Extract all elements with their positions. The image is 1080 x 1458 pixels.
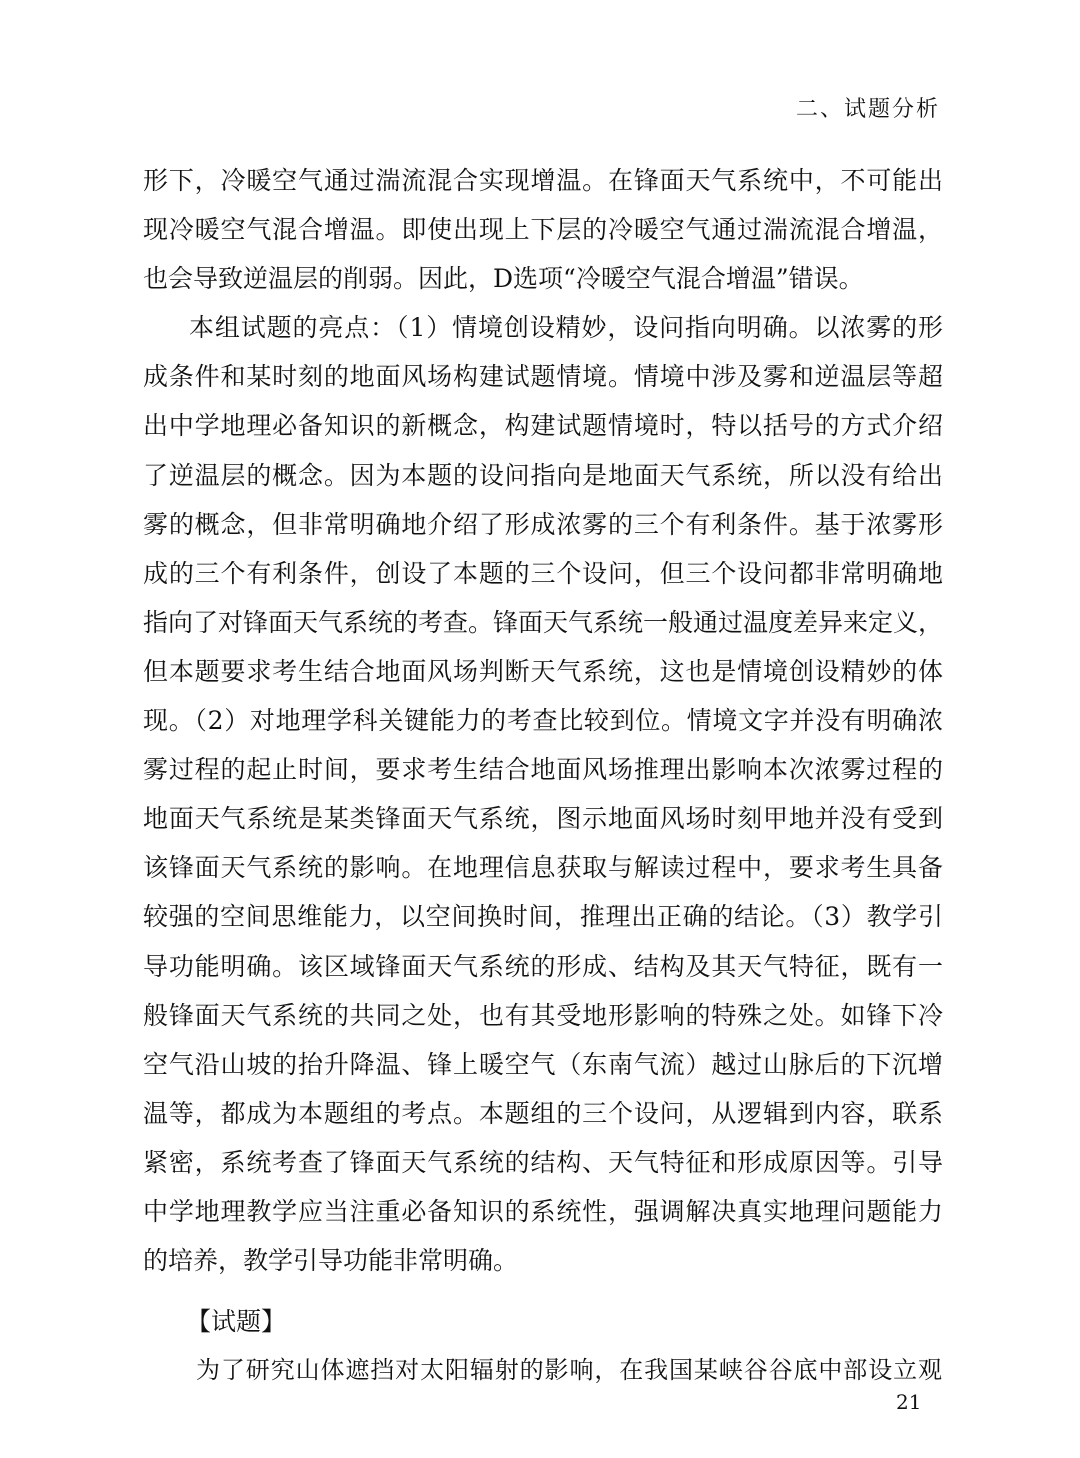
text-line: 成条件和某时刻的地面风场构建试题情境。情境中涉及雾和逆温层等超 [143, 362, 943, 392]
text-line: 雾过程的起止时间，要求考生结合地面风场推理出影响本次浓雾过程的 [143, 755, 943, 785]
text-line: 指向了对锋面天气系统的考查。锋面天气系统一般通过温度差异来定义， [143, 607, 944, 637]
page-number: 21 [896, 1390, 922, 1414]
text-line: 也会导致逆温层的削弱。因此，D选项“冷暖空气混合增温”错误。 [143, 264, 864, 294]
text-line: 现。（2）对地理学科关键能力的考查比较到位。情境文字并没有明确浓 [143, 706, 943, 736]
text-line: 的培养，教学引导功能非常明确。 [143, 1246, 519, 1276]
text-line: 该锋面天气系统的影响。在地理信息获取与解读过程中，要求考生具备 [143, 853, 943, 883]
text-line: 中学地理教学应当注重必备知识的系统性，强调解决真实地理问题能力 [143, 1196, 943, 1226]
text-line: 出中学地理必备知识的新概念，构建试题情境时，特以括号的方式介绍 [143, 411, 943, 441]
paragraph-continuation [143, 156, 943, 303]
paragraph-highlights [143, 303, 943, 1285]
text-line: 较强的空间思维能力，以空间换时间，推理出正确的结论。（3）教学引 [143, 902, 943, 932]
text-line: 成的三个有利条件，创设了本题的三个设问，但三个设问都非常明确地 [143, 558, 943, 588]
text-line: 本组试题的亮点：（1）情境创设精妙，设问指向明确。以浓雾的形 [189, 313, 943, 343]
text-line: 导功能明确。该区域锋面天气系统的形成、结构及其天气特征，既有一 [143, 951, 943, 981]
text-line: 紧密，系统考查了锋面天气系统的结构、天气特征和形成原因等。引导 [143, 1147, 943, 1177]
text-line: 了逆温层的概念。因为本题的设问指向是地面天气系统，所以没有给出 [143, 460, 943, 490]
body-text [143, 156, 943, 1285]
text-line: 雾的概念，但非常明确地介绍了形成浓雾的三个有利条件。基于浓雾形 [143, 509, 943, 539]
running-header: 二、试题分析 [795, 97, 940, 122]
text-line: 地面天气系统是某类锋面天气系统，图示地面风场时刻甲地并没有受到 [143, 804, 943, 834]
text-line: 温等，都成为本题组的考点。本题组的三个设问，从逻辑到内容，联系 [143, 1098, 943, 1128]
text-line: 般锋面天气系统的共同之处，也有其受地形影响的特殊之处。如锋下冷 [143, 1000, 943, 1030]
text-line: 空气沿山坡的抬升降温、锋上暖空气（东南气流）越过山脉后的下沉增 [143, 1049, 943, 1079]
question-text: 为了研究山体遮挡对太阳辐射的影响，在我国某峡谷谷底中部设立观 [196, 1356, 942, 1384]
text-line: 形下，冷暖空气通过湍流混合实现增温。在锋面天气系统中，不可能出 [143, 166, 943, 195]
text-line: 但本题要求考生结合地面风场判断天气系统，这也是情境创设精妙的体 [143, 656, 943, 686]
section-heading: 【试题】 [186, 1307, 287, 1336]
text-line: 现冷暖空气混合增温。即使出现上下层的冷暖空气通过湍流混合增温， [143, 215, 943, 245]
